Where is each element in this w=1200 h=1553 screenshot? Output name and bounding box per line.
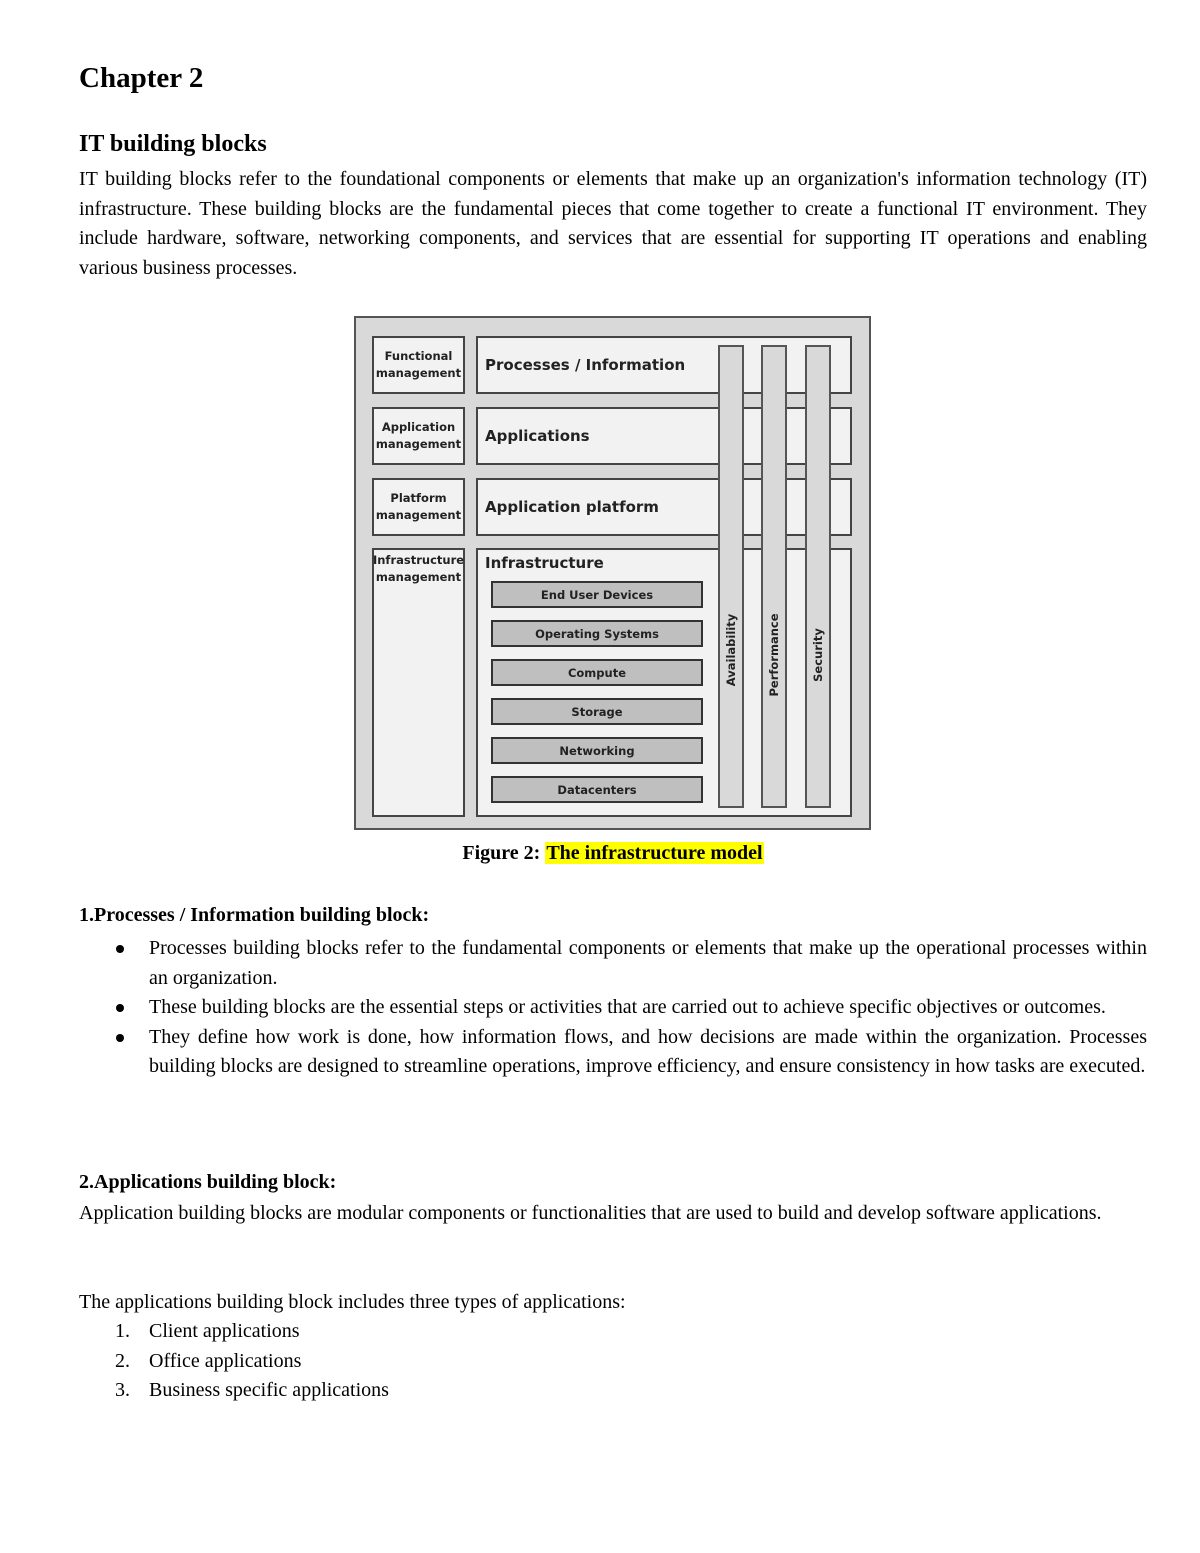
chapter-title: Chapter 2 (79, 62, 204, 94)
caption-prefix: Figure 2: (462, 842, 541, 864)
bullet-icon (116, 945, 124, 953)
section2-list-intro: The applications building block includes three types of applications: (79, 1291, 626, 1313)
infra-item-storage: Storage (491, 698, 703, 725)
availability-pillar (718, 345, 744, 808)
functional-management-box: Functional management (372, 336, 465, 394)
performance-pillar (761, 345, 787, 808)
application-types-list (79, 1317, 389, 1406)
platform-management-box: Platform management (372, 478, 465, 536)
security-label: Security (811, 628, 825, 682)
bullet-item: They define how work is done, how information flows, and how decisions are made within the organization. Processes building blocks are designed to streamline operations, improve efficiency, and ensure consistency in how tasks are executed. (79, 1023, 1147, 1082)
infra-item-networking: Networking (491, 737, 703, 764)
bullet-item: Processes building blocks refer to the fundamental components or elements that make up the operational processes within an organization. (79, 934, 1147, 993)
list-item: 1. Client applications (115, 1320, 300, 1342)
bullet-item: These building blocks are the essential steps or activities that are carried out to achieve specific objectives or outcomes. (79, 993, 1147, 1023)
performance-label: Performance (767, 613, 781, 697)
section1-bullet-list (79, 934, 1147, 1082)
section1-heading: 1.Processes / Information building block: (79, 904, 430, 926)
infra-item-operating-systems: Operating Systems (491, 620, 703, 647)
application-platform-layer: Application platform (476, 478, 852, 536)
list-item: 3. Business specific applications (115, 1379, 389, 1401)
processes-information-layer: Processes / Information (476, 336, 852, 394)
section-title: IT building blocks (79, 131, 267, 157)
security-pillar (805, 345, 831, 808)
bullet-icon (116, 1004, 124, 1012)
availability-label: Availability (724, 613, 738, 687)
infra-item-datacenters: Datacenters (491, 776, 703, 803)
applications-layer: Applications (476, 407, 852, 465)
section2-heading: 2.Applications building block: (79, 1171, 337, 1193)
infrastructure-model-diagram (354, 316, 871, 830)
bullet-icon (116, 1034, 124, 1042)
infrastructure-layer: Infrastructure (476, 548, 852, 817)
infrastructure-management-box: Infrastructure management (372, 548, 465, 817)
intro-paragraph: IT building blocks refer to the foundational components or elements that make up an organization's information technology (IT) infrastructure. These building blocks are the fundamental pieces that come together to create a functional IT environment. They include hardware, software, networking components, and services that are essential for supporting IT operations and enabling various business processes. (79, 168, 1147, 279)
infra-item-end-user-devices: End User Devices (491, 581, 703, 608)
figure-caption (79, 842, 1147, 865)
infra-item-compute: Compute (491, 659, 703, 686)
section2-paragraph: Application building blocks are modular components or functionalities that are used to build and develop software applications. (79, 1202, 1102, 1224)
list-item: 2. Office applications (115, 1349, 302, 1372)
application-management-box: Application management (372, 407, 465, 465)
caption-title-highlighted: The infrastructure model (546, 842, 763, 864)
